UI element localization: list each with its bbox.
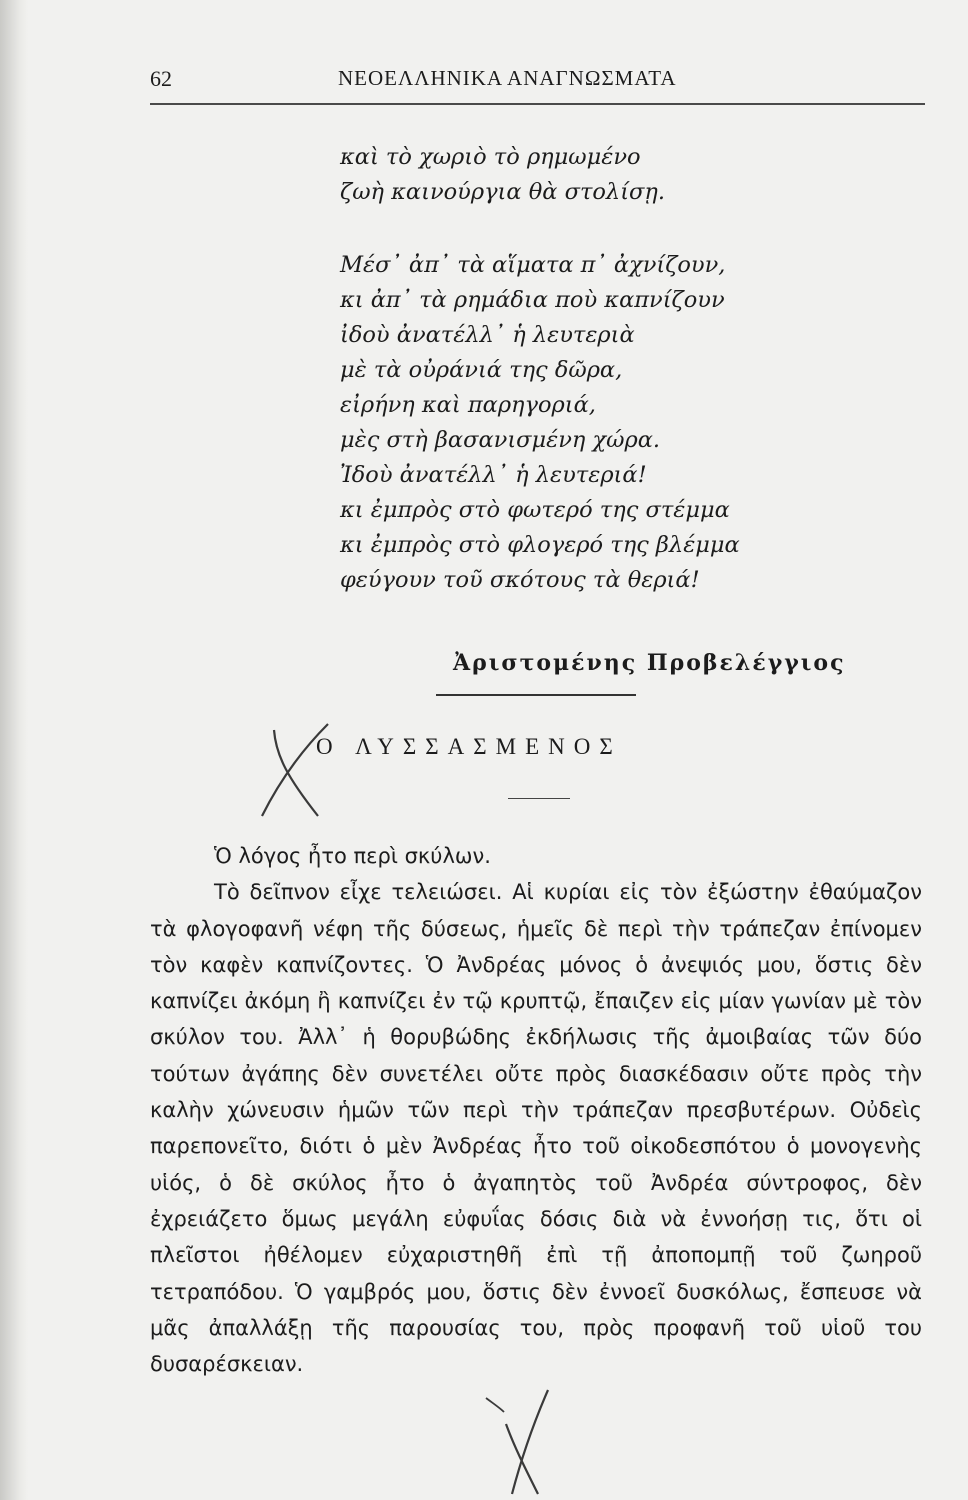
poem-line: κι ἐμπρὸς στὸ φωτερό της στέμμα <box>340 497 730 523</box>
poem-line: κι ἀπ᾽ τὰ ρημάδια ποὺ καπνίζουν <box>340 287 725 313</box>
section-title: Ο ΛΥΣΣΑΣΜΕΝΟΣ <box>316 734 622 759</box>
poem-line: ἰδοὺ ἀνατέλλ᾽ ἡ λευτεριὰ <box>340 322 635 348</box>
poem-line: μὲ τὰ οὐράνιά της δῶρα, <box>340 357 623 383</box>
signature-rule <box>436 694 636 696</box>
page-edge-shadow <box>0 0 28 1500</box>
prose-paragraph: Ὁ λόγος ἦτο περὶ σκύλων. <box>214 844 491 868</box>
poem-line: φεύγουν τοῦ σκότους τὰ θεριά! <box>340 567 700 593</box>
poem-line: Ἰδοὺ ἀνατέλλ᾽ ἡ λευτεριά! <box>340 462 647 488</box>
poem-line: εἰρήνη καὶ παρηγοριά, <box>340 392 596 418</box>
poem-line: Μέσ᾽ ἀπ᾽ τὰ αἵματα π᾽ ἀχνίζουν, <box>340 252 726 278</box>
handwritten-x-mark-icon <box>244 716 336 822</box>
prose-body <box>150 838 922 1382</box>
author-signature: Ἀριστομένης Προβελέγγιος <box>453 650 846 676</box>
stanza-gap <box>340 210 860 248</box>
poem-line: μὲς στὴ βασανισμένη χώρα. <box>340 427 661 453</box>
poem-line: κι ἐμπρὸς στὸ φλογερό της βλέμμα <box>340 532 740 558</box>
page-number: 62 <box>150 66 172 91</box>
poem <box>340 140 860 598</box>
prose-paragraph: Τὸ δεῖπνον εἶχε τελειώσει. Αἱ κυρίαι εἰς τὸν ἐξώστην ἐθαύμαζον τὰ φλογοφανῆ νέφη τῆς δύσεως, ἡμεῖς δὲ περὶ τὴν τράπεζαν ἐπίνομεν τὸν καφὲν καπνίζοντες. Ὁ Ἀνδρέας μόνος ὁ ἀνεψιός μου, ὅστις δὲν καπνίζει ἀκόμη ἢ καπνίζει ἐν τῷ κρυπτῷ, ἔπαιζεν εἰς μίαν γωνίαν μὲ τὸν σκύλον του. Ἀλλ᾽ ἡ θορυβώδης ἐκδήλωσις τῆς ἀμοιβαίας τῶν δύο τούτων ἀγάπης δὲν συνετέλει οὔτε πρὸς διασκέδασιν οὔτε πρὸς τὴν καλὴν χώνευσιν ἡμῶν τῶν περὶ τὴν τράπεζαν πρεσβυτέρων. Οὐδεὶς παρεπονεῖτο, διότι ὁ μὲν Ἀνδρέας ἦτο τοῦ οἰκοδεσπότου ὁ μονογενὴς υἱός, ὁ δὲ σκύλος ἦτο ὁ ἀγαπητὸς τοῦ Ἀνδρέα σύντροφος, δὲν ἐχρειάζετο ὅμως μεγάλη εὐφυΐας δόσις διὰ νὰ ἐννοήσῃ τις, ὅτι οἱ πλεῖστοι ἠθέλομεν εὐχαριστηθῆ ἐπὶ τῇ ἀποπομπῇ τοῦ ζωηροῦ τετραπόδου. Ὁ γαμβρός μου, ὅστις δὲν ἐννοεῖ δυσκόλως, ἔσπευσε νὰ μᾶς ἀπαλλάξῃ τῆς παρουσίας του, πρὸς προφανῆ τοῦ υἱοῦ του δυσαρέσκειαν. <box>150 880 922 1377</box>
page-header <box>150 62 920 98</box>
running-title: ΝΕΟΕΛΛΗΝΙΚΑ ΑΝΑΓΝΩΣΜΑΤΑ <box>338 66 677 90</box>
handwritten-x-mark-icon <box>484 1386 562 1498</box>
title-rule <box>508 798 570 799</box>
header-rule <box>150 103 925 105</box>
poem-line: καὶ τὸ χωριὸ τὸ ρημωμένο <box>340 144 641 170</box>
poem-line: ζωὴ καινούργια θὰ στολίσῃ. <box>340 179 666 205</box>
